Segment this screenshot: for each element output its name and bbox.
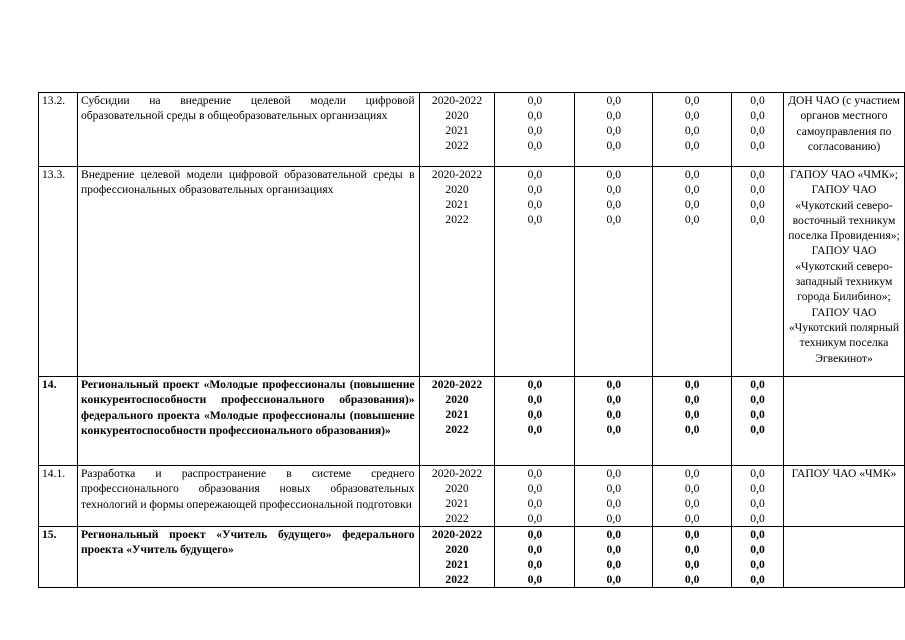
- amount-value: 0,0: [527, 528, 543, 541]
- amount-value: 0,0: [527, 213, 543, 226]
- item-number: 14.1.: [39, 466, 78, 527]
- period-column: [419, 377, 495, 466]
- amount-value: 0,0: [606, 139, 622, 152]
- amount-value: 0,0: [684, 543, 700, 556]
- amount-value: 0,0: [606, 378, 622, 391]
- responsible-executor: [784, 377, 905, 466]
- period-year: 2022: [445, 213, 469, 226]
- amount-column-3: [653, 93, 732, 167]
- amount-value: 0,0: [684, 528, 700, 541]
- amount-value: 0,0: [606, 393, 622, 406]
- amount-column-4: [732, 167, 784, 377]
- amount-column-1: [495, 167, 575, 377]
- amount-value: 0,0: [750, 528, 765, 541]
- period-column: [419, 527, 495, 588]
- amount-value: 0,0: [606, 198, 622, 211]
- item-name: Региональный проект «Молодые профессионалы (повышение конкурентоспособности профессионального образования)» федерального проекта «Молодые профессионалы (повышение конкурентоспособности профессионального образования)»: [77, 377, 419, 466]
- period-year: 2021: [445, 198, 469, 211]
- amount-value: 0,0: [606, 543, 622, 556]
- amount-value: 0,0: [750, 408, 765, 421]
- amount-value: 0,0: [606, 423, 622, 436]
- amount-value: 0,0: [606, 512, 622, 525]
- amount-value: 0,0: [606, 467, 622, 480]
- amount-value: 0,0: [750, 543, 765, 556]
- amount-value: 0,0: [527, 408, 543, 421]
- amount-value: 0,0: [750, 124, 765, 137]
- amount-column-4: [732, 93, 784, 167]
- amount-value: 0,0: [750, 94, 765, 107]
- amount-value: 0,0: [606, 94, 622, 107]
- item-name: Разработка и распространение в системе среднего профессионального образования новых образовательных технологий и формы опережающей профессиональной подготовки: [77, 466, 419, 527]
- table-row: [39, 377, 905, 466]
- amount-value: 0,0: [527, 183, 543, 196]
- period-year: 2020: [445, 183, 469, 196]
- amount-value: 0,0: [527, 124, 543, 137]
- amount-value: 0,0: [527, 168, 543, 181]
- amount-value: 0,0: [750, 183, 765, 196]
- period-year: 2020: [445, 393, 469, 406]
- amount-value: 0,0: [606, 558, 622, 571]
- amount-column-1: [495, 527, 575, 588]
- amount-value: 0,0: [606, 124, 622, 137]
- amount-value: 0,0: [684, 109, 700, 122]
- amount-column-2: [575, 527, 653, 588]
- period-year: 2022: [445, 573, 469, 586]
- amount-value: 0,0: [750, 378, 765, 391]
- period-year: 2020-2022: [431, 528, 483, 541]
- amount-column-3: [653, 377, 732, 466]
- amount-value: 0,0: [527, 497, 543, 510]
- amount-value: 0,0: [527, 467, 543, 480]
- amount-value: 0,0: [684, 497, 700, 510]
- amount-value: 0,0: [606, 573, 622, 586]
- amount-value: 0,0: [750, 423, 765, 436]
- amount-value: 0,0: [606, 497, 622, 510]
- item-number: 13.2.: [39, 93, 78, 167]
- item-name: Субсидии на внедрение целевой модели цифровой образовательной среды в общеобразовательных организациях: [77, 93, 419, 167]
- period-year: 2021: [445, 124, 469, 137]
- amount-value: 0,0: [606, 109, 622, 122]
- item-number: 13.3.: [39, 167, 78, 377]
- amount-value: 0,0: [527, 393, 543, 406]
- amount-value: 0,0: [527, 198, 543, 211]
- amount-value: 0,0: [527, 139, 543, 152]
- amount-value: 0,0: [684, 467, 700, 480]
- amount-value: 0,0: [527, 378, 543, 391]
- item-number: 15.: [39, 527, 78, 588]
- amount-value: 0,0: [750, 497, 765, 510]
- amount-value: 0,0: [527, 482, 543, 495]
- table-row: [39, 527, 905, 588]
- amount-value: 0,0: [750, 393, 765, 406]
- period-year: 2020-2022: [431, 378, 483, 391]
- amount-value: 0,0: [527, 573, 543, 586]
- amount-value: 0,0: [527, 558, 543, 571]
- amount-column-1: [495, 377, 575, 466]
- item-number: 14.: [39, 377, 78, 466]
- responsible-executor: ДОН ЧАО (с участием органов местного самоуправления по согласованию): [784, 93, 905, 167]
- amount-value: 0,0: [684, 573, 700, 586]
- period-year: 2021: [445, 497, 469, 510]
- responsible-executor: ГАПОУ ЧАО «ЧМК»; ГАПОУ ЧАО «Чукотский северо-восточный техникум поселка Провидения»; ГАПОУ ЧАО «Чукотский северо-западный техникум города Билибино»; ГАПОУ ЧАО «Чукотский полярный техникум поселка Эгвекинот»: [784, 167, 905, 377]
- amount-value: 0,0: [527, 543, 543, 556]
- amount-value: 0,0: [684, 124, 700, 137]
- amount-value: 0,0: [606, 408, 622, 421]
- amount-value: 0,0: [750, 573, 765, 586]
- amount-value: 0,0: [527, 109, 543, 122]
- amount-column-4: [732, 466, 784, 527]
- period-column: [419, 93, 495, 167]
- amount-value: 0,0: [606, 482, 622, 495]
- amount-value: 0,0: [684, 168, 700, 181]
- amount-value: 0,0: [750, 139, 765, 152]
- amount-value: 0,0: [684, 423, 700, 436]
- period-year: 2022: [445, 139, 469, 152]
- table-row: [39, 167, 905, 377]
- period-column: [419, 466, 495, 527]
- amount-value: 0,0: [684, 213, 700, 226]
- amount-value: 0,0: [606, 213, 622, 226]
- table-row: [39, 93, 905, 167]
- amount-column-4: [732, 527, 784, 588]
- amount-value: 0,0: [750, 467, 765, 480]
- amount-column-2: [575, 93, 653, 167]
- amount-value: 0,0: [606, 528, 622, 541]
- period-year: 2020: [445, 543, 469, 556]
- amount-value: 0,0: [684, 512, 700, 525]
- amount-column-1: [495, 466, 575, 527]
- amount-value: 0,0: [684, 558, 700, 571]
- amount-column-1: [495, 93, 575, 167]
- amount-value: 0,0: [684, 183, 700, 196]
- amount-value: 0,0: [527, 512, 543, 525]
- amount-value: 0,0: [684, 139, 700, 152]
- amount-value: 0,0: [750, 213, 765, 226]
- amount-value: 0,0: [684, 198, 700, 211]
- period-year: 2020: [445, 482, 469, 495]
- amount-column-3: [653, 167, 732, 377]
- period-year: 2020: [445, 109, 469, 122]
- period-year: 2021: [445, 558, 469, 571]
- period-year: 2020-2022: [431, 467, 483, 480]
- item-name: Региональный проект «Учитель будущего» федерального проекта «Учитель будущего»: [77, 527, 419, 588]
- period-year: 2022: [445, 423, 469, 436]
- amount-value: 0,0: [684, 94, 700, 107]
- amount-column-2: [575, 167, 653, 377]
- amount-column-2: [575, 466, 653, 527]
- amount-value: 0,0: [684, 393, 700, 406]
- amount-value: 0,0: [527, 94, 543, 107]
- amount-column-2: [575, 377, 653, 466]
- period-year: 2020-2022: [431, 168, 483, 181]
- amount-column-4: [732, 377, 784, 466]
- period-year: 2020-2022: [431, 94, 483, 107]
- amount-value: 0,0: [684, 408, 700, 421]
- item-name: Внедрение целевой модели цифровой образовательной среды в профессиональных образовательных организациях: [77, 167, 419, 377]
- amount-value: 0,0: [606, 168, 622, 181]
- table-row: [39, 466, 905, 527]
- amount-column-3: [653, 466, 732, 527]
- period-column: [419, 167, 495, 377]
- period-year: 2022: [445, 512, 469, 525]
- period-year: 2021: [445, 408, 469, 421]
- amount-column-3: [653, 527, 732, 588]
- amount-value: 0,0: [750, 482, 765, 495]
- amount-value: 0,0: [750, 558, 765, 571]
- amount-value: 0,0: [750, 168, 765, 181]
- table-body: [39, 93, 905, 588]
- responsible-executor: ГАПОУ ЧАО «ЧМК»: [784, 466, 905, 527]
- amount-value: 0,0: [684, 482, 700, 495]
- budget-table: [38, 92, 905, 588]
- amount-value: 0,0: [606, 183, 622, 196]
- responsible-executor: [784, 527, 905, 588]
- amount-value: 0,0: [750, 512, 765, 525]
- amount-value: 0,0: [750, 109, 765, 122]
- amount-value: 0,0: [527, 423, 543, 436]
- amount-value: 0,0: [684, 378, 700, 391]
- amount-value: 0,0: [750, 198, 765, 211]
